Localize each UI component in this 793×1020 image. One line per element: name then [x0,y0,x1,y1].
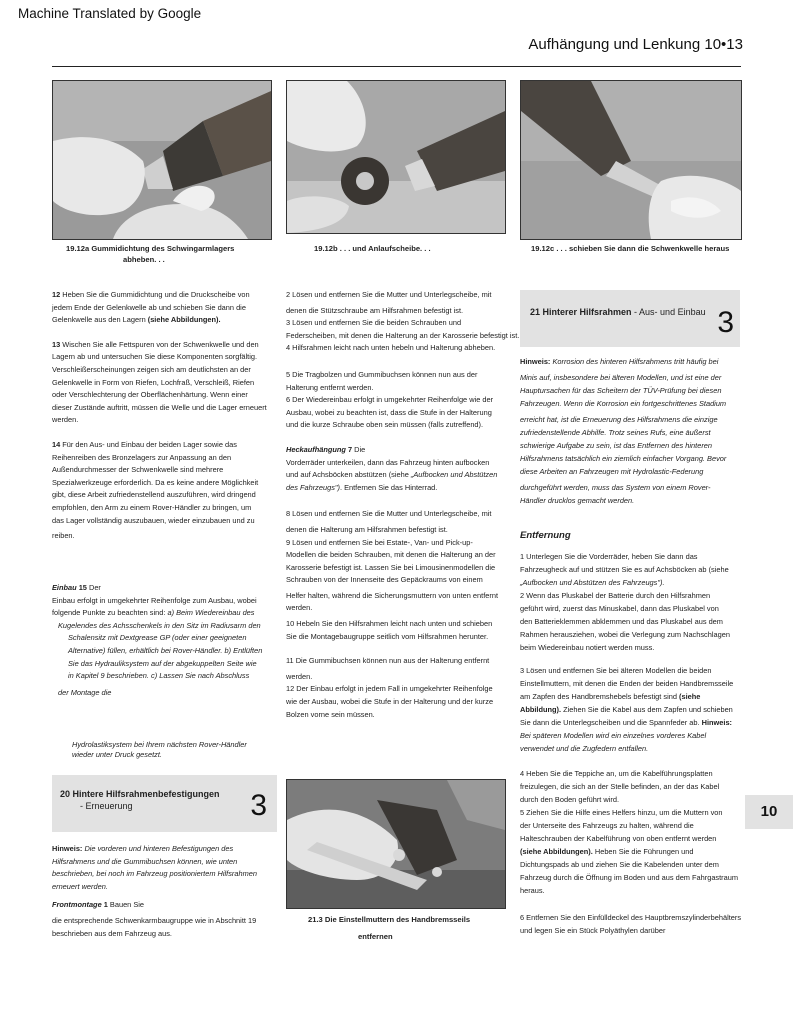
text: und auf Achsböcken abstützen (siehe [286,470,411,480]
text: Außendurchmesser der Schwenkwelle sind mehrere [52,465,224,475]
text: Fahrzeugen. Wenn die Korrosion ein fortgeschrittenes Stadium [520,399,727,408]
text: Kugelendes des Achsschenkels in den Sitz im Radiusarm den [58,620,261,630]
text: Gelenkwelle aus den Lagern [52,315,148,325]
text: Gelenkwelle in Form von Riefen, Lochfraß, Verschleiß, Riefen [52,377,255,387]
text: Vorderräder unterkeilen, dann das Fahrzeug hinten aufbocken [286,457,490,467]
text: Hilfsrahmens tatsächlich ein ziemlich einfacher Vorgang. Bevor [520,454,727,463]
hinweis-20 [52,843,277,940]
text: der Montage die [58,687,112,697]
figure-ref: (siehe Abbildungen). [147,315,221,325]
subheading: Einbau [52,583,77,592]
text: Dichtungspads ab und ziehen Sie die Kabelenden unter dem [520,860,719,869]
photo-19-12a [52,80,272,240]
text: werden. [286,671,313,681]
text: erneuert werden. [52,881,108,891]
text: Ziehen Sie die Kabel aus dem Zapfen und schieben [561,705,733,714]
text: gibt, diese Arbeit zufriedenstellend auszuführen, wird dringend [52,490,256,500]
photo-21-3 [286,779,506,909]
section-box-20 [52,775,277,832]
text: in Kapitel 9 beschrieben. c) Lassen Sie nach Abschluss [68,671,250,681]
note-label: Hinweis: [701,718,733,727]
text: werden. [52,415,79,425]
machine-translated-label: Machine Translated by Google [18,6,202,21]
text: Bauen Sie [107,900,145,910]
text: 2 Lösen und entfernen Sie die Mutter und Unterlegscheibe, mit [286,290,492,299]
text: folgende Punkte zu beachten sind: [52,608,168,618]
text: durchgeführt werden, muss das System von einem Rover- [520,483,711,492]
note-label: Hinweis: [52,844,83,853]
difficulty-number: 3 [717,306,734,339]
text: Einbau erfolgt in umgekehrter Reihenfolge zum Ausbau, wobei [52,595,257,605]
figure-ref: (siehe Abbildungen). [520,847,593,856]
text: dieser Zustände auftritt, müssen die Welle und die Lager erneuert [52,402,267,412]
text: und die kurze Schraube oben sein müssen (falls zutreffend). [286,420,484,430]
text: Reihenreiben des Bronzelagers zur Anpassung an den [52,452,232,462]
text: schwierige Aufgabe zu sein, ist das Entfernen des hinteren [520,441,712,450]
para-number: 14 [52,439,61,449]
text: beschrieben, bei noch im Fahrzeug positioniertem Hilfsrahmen [52,869,257,879]
caption-19-12a-line1: 19.12a Gummidichtung des Schwingarmlagers [66,244,235,253]
text: denen die Stützschraube am Hilfsrahmen befestigt ist. [286,305,464,315]
text: den Batterieklemmen abklemmen und das Pluskabel aus dem [520,617,723,626]
text: Helfer halten, während die Sicherungsmuttern von unten entfernt [286,590,498,600]
text: Rahmen herausziehen, wobei die Verlegung zum Nachschlagen [520,630,730,639]
text: a) Beim Wiedereinbau des [167,608,255,618]
text: Verschleißerscheinungen zeigen sich am deutlichsten an der [52,364,251,374]
text: . Entfernen Sie das Hinterrad. [339,482,438,492]
text: 5 Ziehen Sie die Hilfe eines Helfers hinzu, um die Muttern von [520,808,723,817]
note-label: Hinweis: [520,357,551,366]
text: des Fahrzeugs") [286,482,340,492]
text: Hydrolastiksystem bei Ihrem nächsten Rover-Händler [72,740,247,749]
text: heraus. [520,886,545,895]
text: 12 Der Einbau erfolgt in jedem Fall in umgekehrter Reihenfolge [286,684,493,694]
section-heading-entfernung: Entfernung [520,530,571,541]
text: beschrieben aus dem Fahrzeug aus. [52,928,172,938]
text: Händler drucklos gemacht werden. [520,496,635,505]
column-1 [52,289,277,543]
section-title: 20 Hintere Hilfsrahmenbefestigungen [60,789,220,799]
subheading: Frontmontage [52,900,102,910]
text: beim Wiedereinbau notiert werden muss. [520,643,655,652]
text: Schrauben von der Innenseite des Gepäckraums von einem [286,575,483,585]
photo-19-12c [520,80,742,240]
section-title: 21 Hinterer Hilfsrahmen [530,307,632,317]
text: Ausbau, wobei zu beachten ist, dass die Stufe in der Halterung [286,407,492,417]
text: 3 Lösen und entfernen Sie die beiden Schrauben und [286,318,462,328]
text: Federscheiben, mit denen die Halterung an der Karosserie befestigt ist. [286,330,520,340]
text: Alternative) füllen, erhältlich bei Rover-Händler. b) Entlüften [68,645,263,655]
text: verwendet und die Zugfedern entfallen. [520,744,649,753]
text: 1 Unterlegen Sie die Vorderräder, heben Sie dann das [520,552,698,561]
text: Halteschrauben der Kabelführung von oben entfernt werden [520,834,717,843]
para-12 [52,289,277,327]
text: und legen Sie ein Stück Polyäthylen darüber [520,926,666,935]
text: Sie das Hydrauliksystem auf der abgekuppelten Seite wie [68,658,257,668]
para-number: 15 [76,583,87,592]
column-3 [520,355,742,937]
text: „Aufbocken und Abstützen [410,470,498,480]
photo-19-12b [286,80,506,234]
text: Minis auf, insbesondere bei älteren Modellen, und ist eine der [520,373,722,382]
text: freizulegen, die sich an der Stelle befinden, an der das Kabel [520,782,720,791]
text: zufriedenstellende Abhilfe. Trotz seines Rufs, eine äußerst [520,428,711,437]
text: Karosserie befestigt ist. Lassen Sie bei Limousinenmodellen die [286,562,496,572]
page-heading: Aufhängung und Lenkung 10•13 [528,36,743,53]
text: Heben Sie die Führungen und [592,847,694,856]
section-subtitle: - Erneuerung [80,801,133,811]
text: 11 Die Gummibuchsen können nun aus der Halterung entfernt [286,656,490,666]
section-subtitle: - Aus- und Einbau [631,307,706,317]
text: Sie dann die Unterlegscheiben und die Spannfeder ab. [520,718,702,727]
figure-ref: (siehe [679,692,701,701]
para-number: 7 [345,444,353,454]
text: „Aufbocken und Abstützen des Fahrzeugs"). [520,578,665,587]
text: empfohlen, den Arm zu einem Rover-Händler zu bringen, um [52,502,252,512]
para-number: 1 [101,900,108,910]
text: das Lager vollständig auszubauen, wieder einzubauen und zu [52,515,255,525]
para-14 [52,439,277,543]
chapter-tab: 10 [745,795,793,829]
text: geführt wird, zuerst das Minuskabel, dann das Pluskabel von [520,604,719,613]
para-number: 13 [52,339,61,349]
text: 9 Lösen und entfernen Sie bei Estate-, Van- und Pick-up- [286,537,473,547]
text: 4 Hilfsrahmen leicht nach unten hebeln und Halterung abheben. [286,343,496,353]
text: Der [86,583,101,592]
text: 6 Entfernen Sie den Einfülldeckel des Hauptbremszylinderbehälters [520,913,742,922]
text: Einstellmuttern, mit denen die Enden der beiden Handbremsseile [520,679,734,688]
text: 2 Wenn das Pluskabel der Batterie durch den Hilfsrahmen [520,591,711,600]
text: oder Verschlechterung der Oberflächenhärtung. Wenn einer [52,390,248,400]
text: Hauptursachen für das Scheitern der TÜV-Prüfung bei diesen [520,386,722,395]
text: am Zapfen des Handbremshebels befestigt sind [520,692,679,701]
text: Fahrzeug durch die Öffnung im Boden und aus dem Fahrgastraum [520,873,739,882]
text: Hilfsrahmens und die Gummibuchsen können, wie unten [52,856,238,866]
text: denen die Halterung am Hilfsrahmen befestigt ist. [286,524,448,534]
subheading: Heckaufhängung [286,444,346,454]
text: Schalensitz mit Dextgrease GP (oder einer geeigneten [68,633,247,643]
para-number: 12 [52,290,61,299]
text: Heben Sie die Gummidichtung und die Druckscheibe von [60,290,250,299]
hydro-note [72,740,282,760]
text: Fahrzeugheck auf und stützen Sie es auf Achsböcken ab (siehe [520,565,729,574]
text: die entsprechende Schwenkarmbaugruppe wie in Abschnitt 19 [52,915,257,925]
section-title-line [530,302,706,320]
text: Für den Aus- und Einbau der beiden Lager sowie das [60,439,237,449]
text: diese Arbeiten an Fahrzeugen mit Hydrolastic-Federung [520,467,704,476]
text: Sie die Montagebaugruppe seitlich vom Hilfsrahmen herunter. [286,631,489,641]
text: Halterung entfernt werden. [286,382,374,392]
text: Die vorderen und hinteren Befestigungen des [82,844,234,853]
text: Die [352,444,366,454]
einbau-section [52,582,277,699]
para-13 [52,339,277,427]
text: der Unterseite des Fahrzeugs zu halten, während die [520,821,694,830]
column-2 [286,289,531,721]
text: reiben. [52,531,75,541]
text: Lagern ab und untersuchen Sie diese Komponenten sorgfältig. [52,352,258,362]
figure-ref: Abbildung). [520,705,562,714]
text: wie der Ausbau, wobei die Stufe in der Halterung und der kurze [286,697,494,707]
text: 3 Lösen und entfernen Sie bei älteren Modellen die beiden [520,666,712,675]
text: 5 Die Tragbolzen und Gummibuchsen können nun aus der [286,369,478,379]
text: Spezialwerkzeuge erforderlich. Da es keine andere Möglichkeit [52,477,259,487]
text: Bolzen vorne sein müssen. [286,709,375,719]
text: durch den Boden geführt wird. [520,795,620,804]
caption-19-12b: 19.12b . . . und Anlaufscheibe. . . [314,244,431,253]
text: Korrosion des hinteren Hilfsrahmens tritt häufig bei [550,357,719,366]
caption-21-3-line2: entfernen [358,932,393,941]
text: Wischen Sie alle Fettspuren von der Schwenkwelle und den [60,339,259,349]
difficulty-number: 3 [250,789,267,822]
text: 4 Heben Sie die Teppiche an, um die Kabelführungsplatten [520,769,713,778]
caption-21-3-line1: 21.3 Die Einstellmuttern des Handbremsseils [308,915,471,924]
text: erreicht hat, ist die Erneuerung des Hilfsrahmens die einzige [520,415,718,424]
text: jedem Ende der Gelenkwelle ab und schieben Sie dann die [52,302,246,312]
caption-21-3 [308,913,508,943]
text: Bei späteren Modellen wird ein einzelnes vorderes Kabel [520,731,707,740]
text: 10 Hebeln Sie den Hilfsrahmen leicht nach unten und schieben [286,619,493,629]
section-box-21 [520,290,740,347]
caption-19-12a-line2: abheben. . . [123,255,165,264]
text: werden. [286,603,313,613]
caption-19-12c: 19.12c . . . schieben Sie dann die Schwenkwelle heraus [531,244,730,253]
text: 6 Der Wiedereinbau erfolgt in umgekehrter Reihenfolge wie der [286,395,494,405]
caption-19-12a [66,243,266,265]
text: wieder unter Druck gesetzt. [72,750,162,759]
header-rule [52,66,741,67]
text: 8 Lösen und entfernen Sie die Mutter und Unterlegscheibe, mit [286,509,492,519]
text: Modellen die beiden Schrauben, mit denen die Halterung an der [286,550,496,560]
